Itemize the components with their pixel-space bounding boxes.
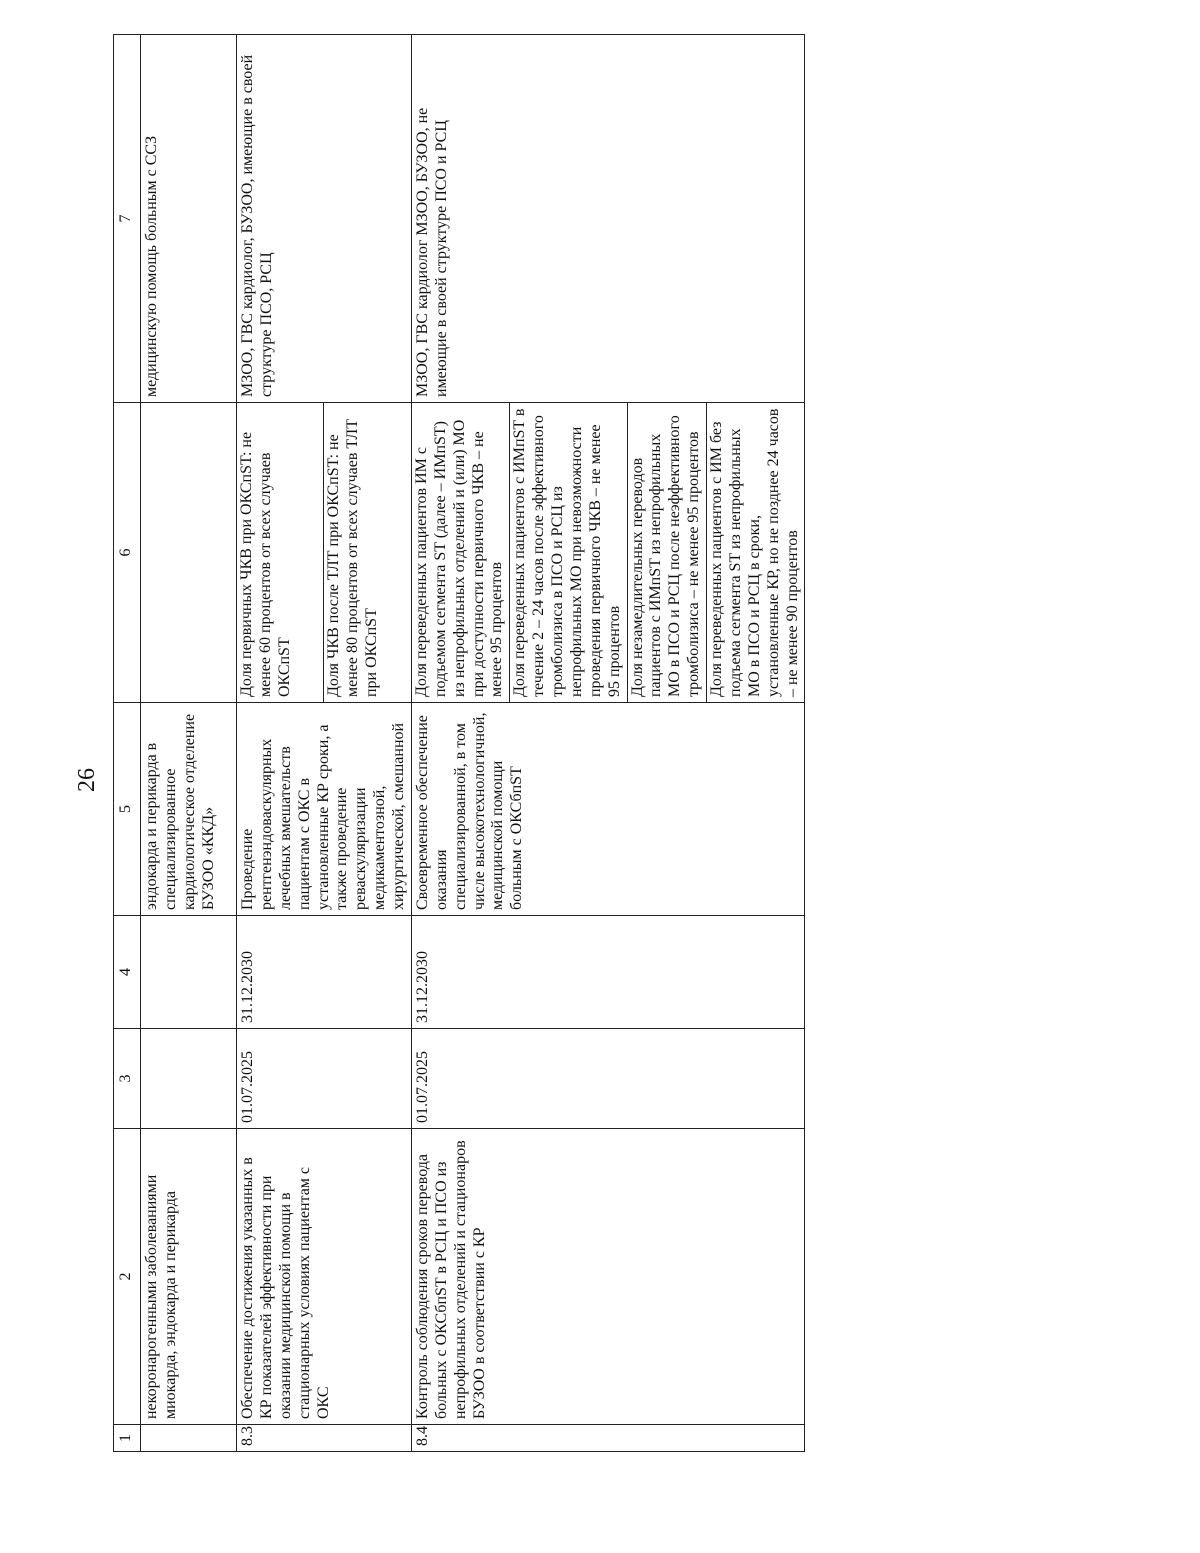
cell-indicator: Доля переведенных пациентов ИМ с подъемом сегмента ST (далее – ИМпST) из непрофильных отделений и (или) МО при доступности первичного ЧКВ – не менее 95 процентов <box>411 403 509 703</box>
cell-task: Обеспечение достижения указанных в КР показателей эффективности при оказании медицинской помощи в стационарных условиях пациентам с ОКС <box>237 1129 412 1425</box>
plan-table <box>113 34 805 1452</box>
column-numbers-row <box>114 35 141 1452</box>
cell-indicator: Доля ЧКВ после ТЛТ при ОКСпST: не менее 80 процентов от всех случаев ТЛТ при ОКСпST <box>324 403 411 703</box>
row-number: 8.3 <box>237 1425 412 1452</box>
table-area <box>113 35 1097 1452</box>
cell-num <box>141 1425 237 1452</box>
cell-end <box>141 916 237 1029</box>
cell-responsible: МЗОО, ГВС кардиолог, БУЗОО, имеющие в своей структуре ПСО, РСЦ <box>237 35 412 403</box>
page-number: 26 <box>74 768 100 792</box>
table-row-8-4 <box>411 35 509 1452</box>
cell-responsible: медицинскую помощь больным с ССЗ <box>141 35 237 403</box>
cell-indicator: Доля незамедлительных переводов пациентов с ИМпST из непрофильных МО в ПСО и РСЦ после неэффективного тромболизиса – не менее 95 процентов <box>627 403 707 703</box>
col-num-3: 3 <box>114 1029 141 1129</box>
cell-indicator: Доля переведенных пациентов с ИМ без подъема сегмента ST из непрофильных МО в ПСО и РСЦ в сроки, установленные КР, но не позднее 24 часов – не менее 90 процентов <box>707 403 805 703</box>
row-number: 8.4 <box>411 1425 805 1452</box>
col-num-1: 1 <box>114 1425 141 1452</box>
cell-result: эндокарда и перикарда в специализированное кардиологическое отделение БУЗОО «ККД» <box>141 703 237 916</box>
col-num-6: 6 <box>114 403 141 703</box>
table-row-continuation <box>141 35 237 1452</box>
cell-task: Контроль соблюдения сроков перевода больных с ОКСбпST в РСЦ и ПСО из непрофильных отделений и стационаров БУЗОО в соответствии с КР <box>411 1129 805 1425</box>
cell-indicator: Доля переведенных пациентов с ИМпST в течение 2 – 24 часов после эффективного тромболизиса в ПСО и РСЦ из непрофильных МО при невозможности проведения первичного ЧКВ – не менее 95 процентов <box>510 403 627 703</box>
cell-end-date: 31.12.2030 <box>237 916 412 1029</box>
cell-start-date: 01.07.2025 <box>411 1029 805 1129</box>
cell-responsible: МЗОО, ГВС кардиолог МЗОО, БУЗОО, не имеющие в своей структуре ПСО и РСЦ <box>411 35 805 403</box>
cell-start <box>141 1029 237 1129</box>
cell-end-date: 31.12.2030 <box>411 916 805 1029</box>
col-num-5: 5 <box>114 703 141 916</box>
cell-result: Проведение рентгенэндоваскулярных лечебных вмешательств пациентам с ОКС в установленные КР сроки, а также проведение реваскуляризации медикаментозной, хирургической, смешанной <box>237 703 412 916</box>
cell-result: Своевременное обеспечение оказания специализированной, в том числе высокотехнологичной, медицинской помощи больным с ОКСбпST <box>411 703 805 916</box>
cell-indicator <box>141 403 237 703</box>
cell-start-date: 01.07.2025 <box>237 1029 412 1129</box>
col-num-2: 2 <box>114 1129 141 1425</box>
col-num-4: 4 <box>114 916 141 1029</box>
cell-indicator: Доля первичных ЧКВ при ОКСпST: не менее 60 процентов от всех случаев ОКСпST <box>237 403 324 703</box>
cell-task: некоронарогенными заболеваниями миокарда, эндокарда и перикарда <box>141 1129 237 1425</box>
table-row-8-3 <box>237 35 324 1452</box>
col-num-7: 7 <box>114 35 141 403</box>
